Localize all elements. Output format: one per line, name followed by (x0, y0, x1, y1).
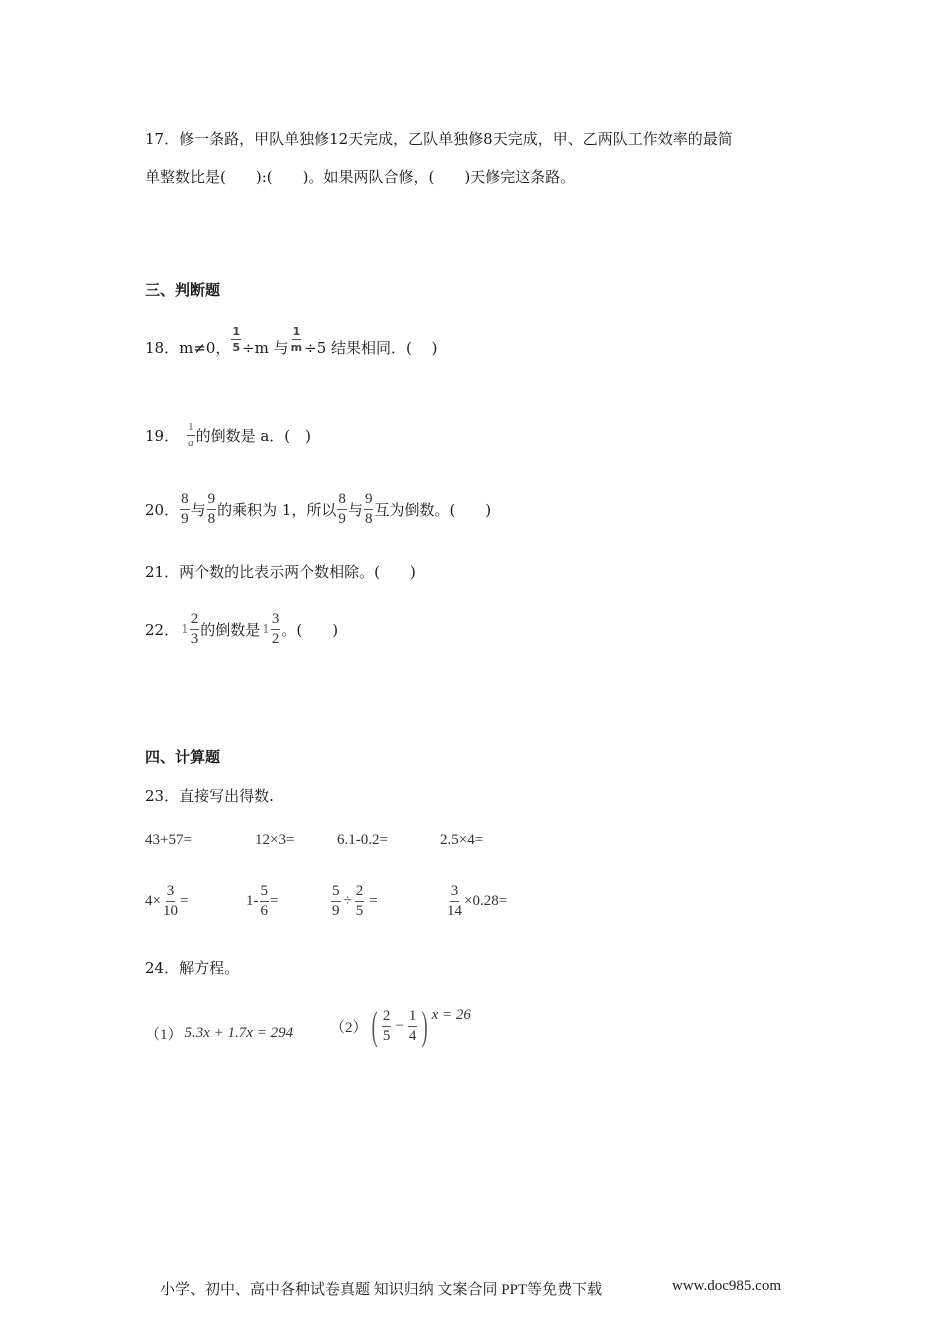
equation-1 (145, 1003, 293, 1063)
calc-text: 4× (145, 892, 161, 909)
fraction-denominator: 4 (408, 1027, 417, 1044)
calc-text: = (179, 892, 189, 909)
question-23: 23．直接写出得数. (145, 787, 274, 805)
section-heading-calculation: 四、计算题 (145, 748, 221, 766)
fraction-three-fourteenths (446, 884, 463, 919)
calc-text: = (270, 892, 279, 909)
fraction-denominator: a (188, 436, 194, 449)
fraction-denominator: 8 (364, 510, 373, 527)
fraction-nine-eighths (207, 492, 217, 527)
fraction-numerator: 3 (166, 884, 176, 902)
fraction-one-over-m (290, 326, 303, 353)
fraction-denominator: 9 (181, 510, 189, 527)
fraction-numerator: 5 (331, 884, 341, 902)
q20-text-2: 的乘积为 1，所以 (217, 500, 337, 519)
fraction-denominator: 3 (190, 630, 199, 647)
fraction-numerator: 5 (260, 884, 270, 902)
fraction-one-fifth (231, 326, 241, 353)
fraction-eight-ninths (337, 492, 347, 527)
fraction-denominator: 5 (355, 902, 364, 919)
fraction-denominator: 8 (207, 510, 216, 527)
fraction-denominator: 9 (332, 902, 340, 919)
footer-url[interactable]: www.doc985.com (672, 1278, 782, 1294)
calc-item: 12×3= (255, 832, 295, 848)
fraction-eight-ninths (180, 492, 190, 527)
question-22 (145, 606, 338, 652)
q19-prefix: 19． (145, 426, 180, 445)
fraction-five-sixths (260, 884, 270, 919)
calc-item: 43+57= (145, 832, 192, 848)
q18-suffix: ÷5 结果相同．( ) (304, 338, 438, 357)
calc-item: 6.1-0.2= (337, 832, 388, 848)
q18-mid: ÷m 与 (242, 338, 289, 357)
equation-text: 5.3x + 1.7x = 294 (184, 1024, 294, 1041)
q22-prefix: 22． (145, 620, 180, 639)
equation-2 (330, 996, 471, 1056)
fraction-numerator: 2 (382, 1009, 392, 1027)
fraction-denominator: 5 (382, 1027, 391, 1044)
fraction-denominator: 6 (260, 902, 268, 919)
q19-suffix: 的倒数是 a．( ) (195, 426, 312, 445)
question-17-line-1: 17．修一条路，甲队单独修12天完成，乙队单独修8天完成，甲、乙两队工作效率的最简 (145, 130, 733, 148)
fraction-three-halves (271, 612, 281, 647)
question-24: 24．解方程。 (145, 959, 240, 977)
calc-item (246, 878, 278, 924)
fraction-one-over-a (187, 422, 195, 449)
calc-text: = (369, 892, 378, 909)
fraction-denominator: 9 (338, 510, 346, 527)
fraction-denominator: 14 (447, 902, 462, 919)
q20-prefix: 20． (145, 500, 180, 519)
section-heading-judgment: 三、判断题 (145, 281, 221, 299)
mixed-number-whole: 1 (262, 622, 270, 636)
footer-text: 小学、初中、高中各种试卷真题 知识归纳 文案合同 PPT等免费下载 (160, 1282, 603, 1298)
question-17-line-2: 单整数比是( ):( )。如果两队合修，( )天修完这条路。 (145, 168, 576, 186)
right-paren-icon: ) (421, 1003, 428, 1048)
calc-item (330, 878, 378, 924)
fraction-denominator: 10 (162, 902, 178, 919)
fraction-numerator: 9 (207, 492, 217, 510)
q22-suffix: 。( ) (281, 620, 339, 639)
fraction-numerator: 2 (190, 612, 200, 630)
q20-text-1: 与 (190, 500, 206, 519)
question-19 (145, 412, 311, 458)
equation-operator: − (395, 1017, 404, 1034)
calc-item (445, 878, 507, 924)
fraction-one-fourth (408, 1009, 418, 1044)
fraction-three-tenths (162, 884, 179, 919)
fraction-numerator: 3 (271, 612, 281, 630)
fraction-numerator: 1 (292, 324, 301, 338)
calc-operator: ÷ (343, 892, 352, 909)
question-21: 21．两个数的比表示两个数相除。( ) (145, 563, 416, 581)
fraction-two-fifths (355, 884, 365, 919)
fraction-numerator: 8 (337, 492, 347, 510)
equation-label: （2） (330, 1019, 368, 1036)
equation-text: x = 26 (431, 1006, 471, 1023)
q20-text-4: 互为倒数。( ) (374, 500, 492, 519)
fraction-numerator: 9 (364, 492, 374, 510)
fraction-nine-eighths (364, 492, 374, 527)
equation-label: （1） (145, 1026, 183, 1043)
question-18 (145, 324, 437, 370)
calc-text: ×0.28= (464, 892, 508, 909)
mixed-number-whole: 1 (181, 622, 189, 636)
fraction-denominator: m (290, 340, 303, 354)
q20-text-3: 与 (347, 500, 363, 519)
fraction-numerator: 2 (355, 884, 365, 902)
fraction-numerator: 1 (232, 324, 241, 338)
question-20 (145, 486, 491, 532)
fraction-denominator: 5 (232, 340, 241, 354)
fraction-two-thirds (190, 612, 200, 647)
fraction-numerator: 1 (408, 1009, 418, 1027)
fraction-numerator: 3 (450, 884, 460, 902)
left-paren-icon: ( (371, 1003, 378, 1048)
fraction-five-ninths (331, 884, 341, 919)
fraction-numerator: 1 (187, 422, 195, 436)
q18-prefix: 18．m≠0， (145, 338, 231, 357)
fraction-numerator: 8 (180, 492, 190, 510)
calc-text: 1- (246, 892, 259, 909)
fraction-denominator: 2 (271, 630, 280, 647)
q22-mid: 的倒数是 (200, 620, 261, 639)
calc-item (145, 878, 188, 924)
fraction-two-fifths (382, 1009, 392, 1044)
calc-item: 2.5×4= (440, 832, 484, 848)
